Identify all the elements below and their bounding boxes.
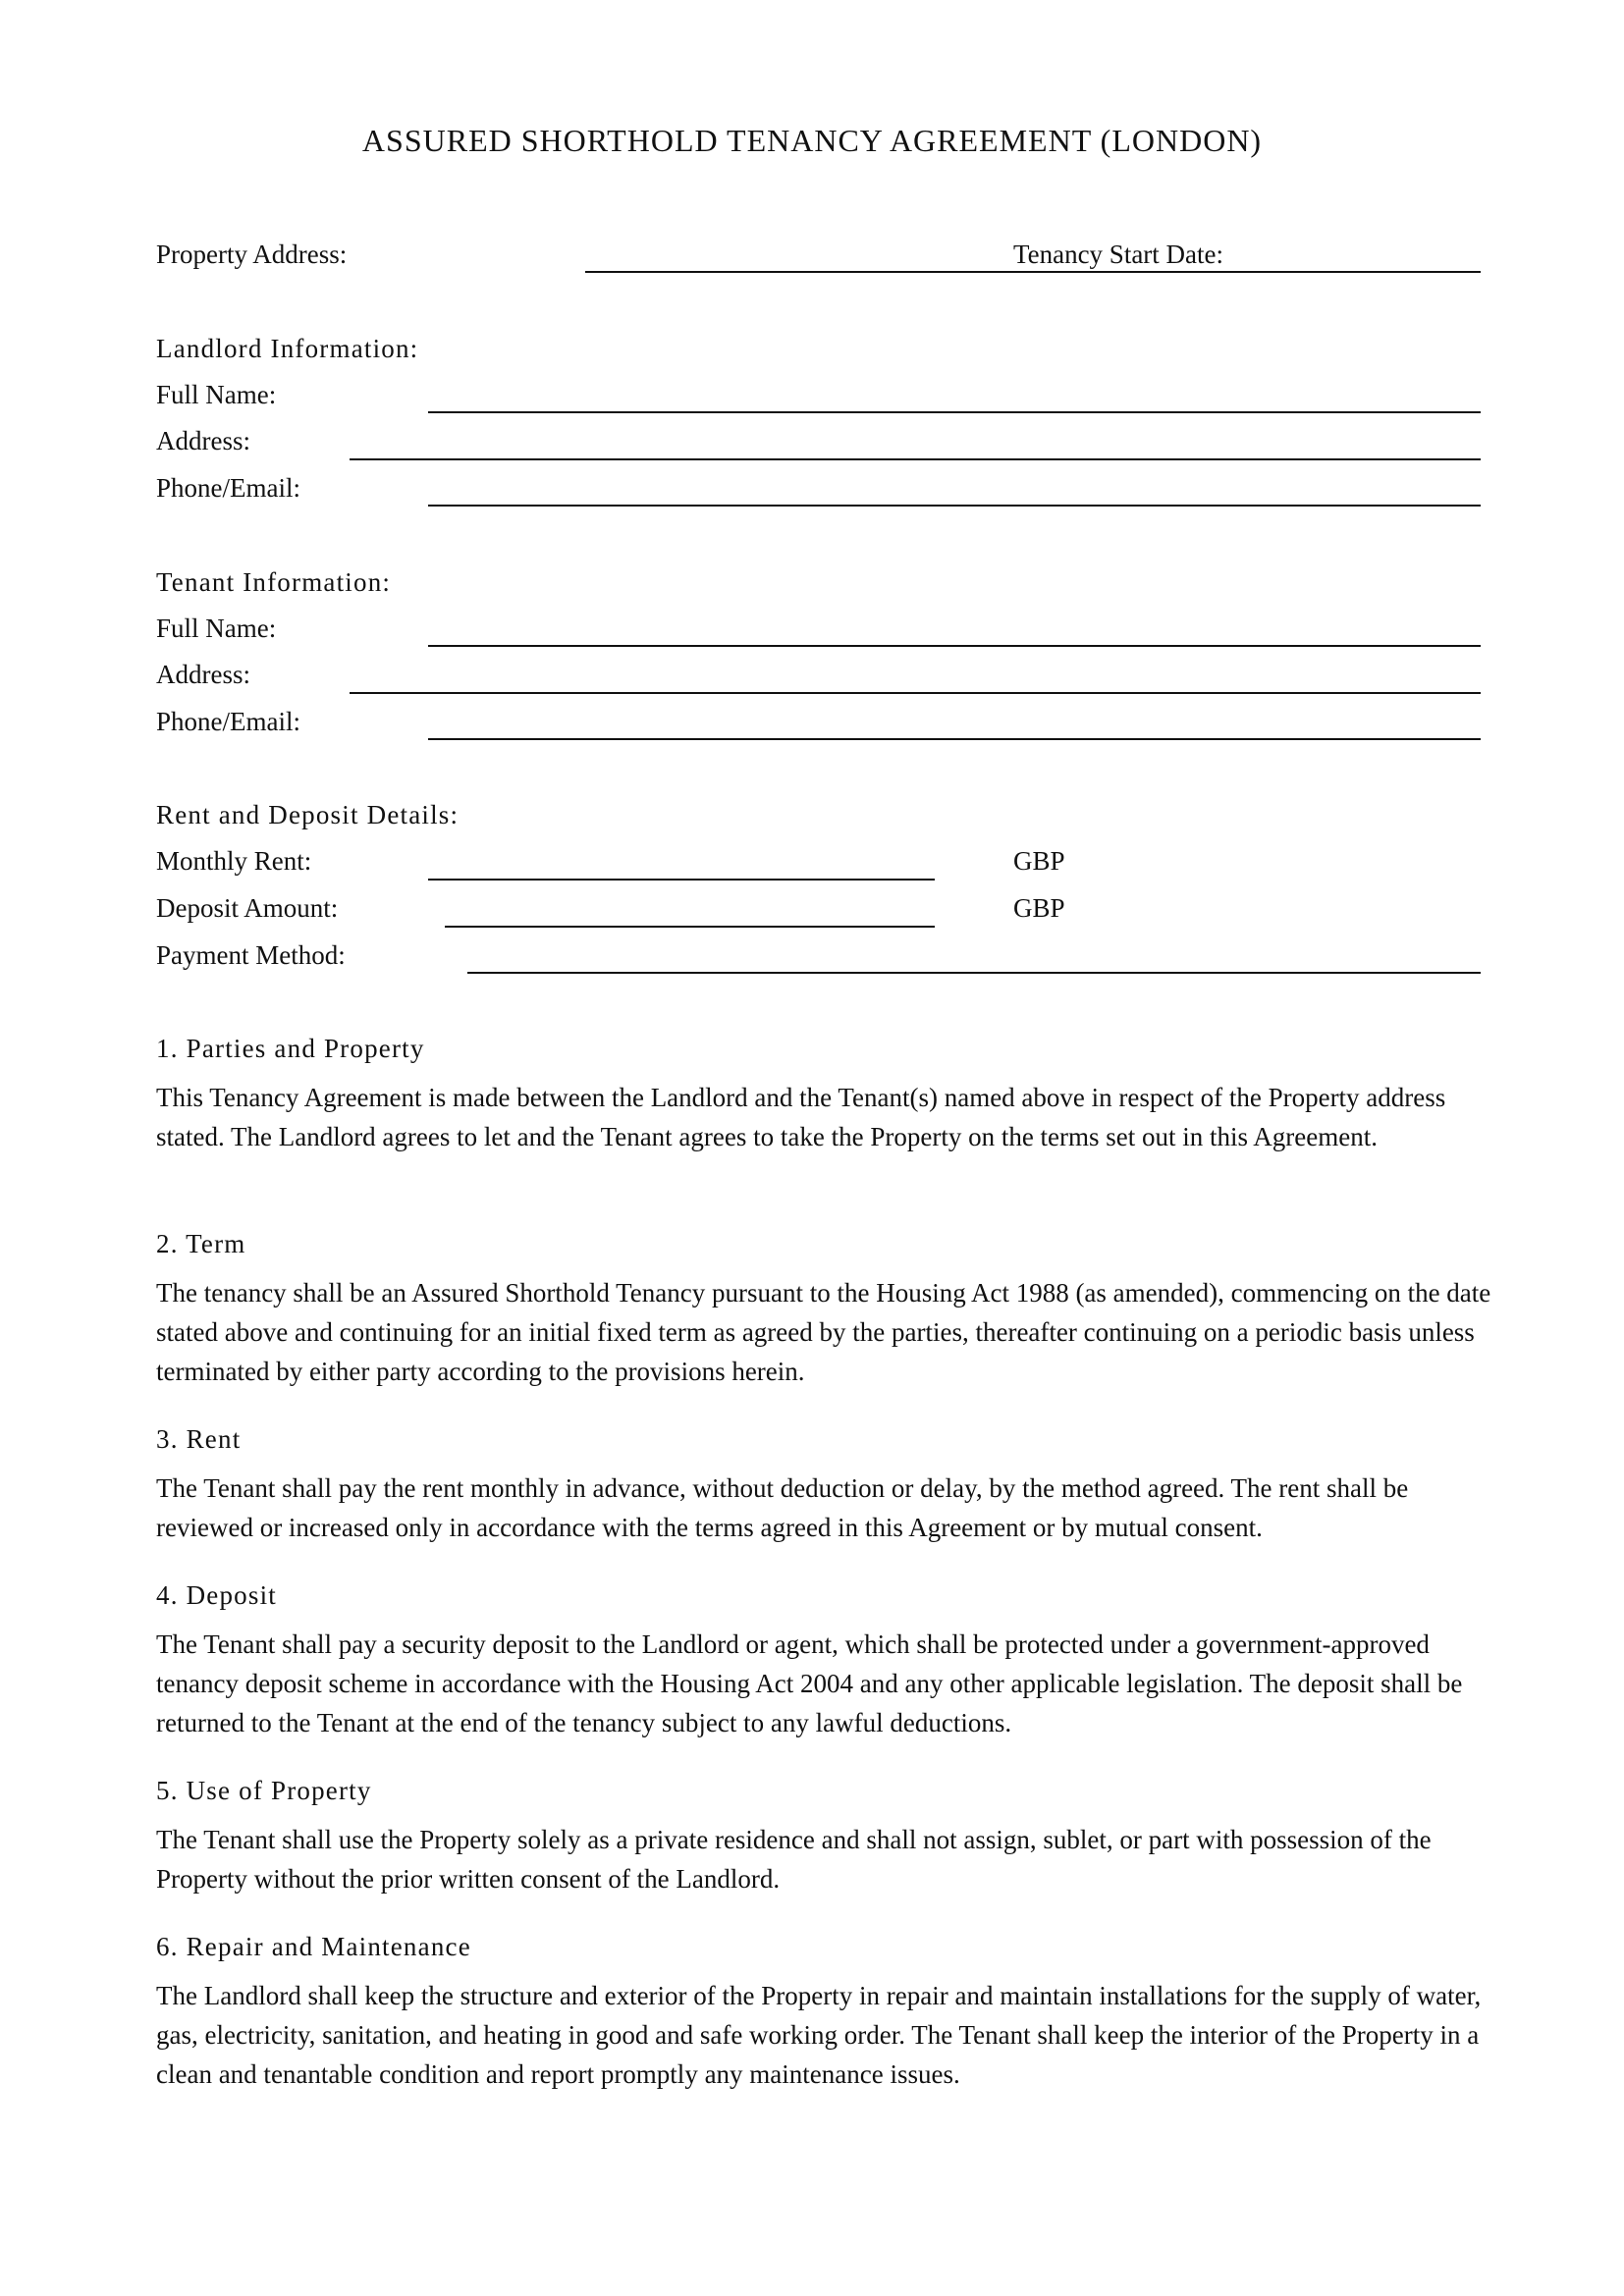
section-text: The tenancy shall be an Assured Shorthold Tenancy pursuant to the Housing Act 1988 (as amended), commencing on the date stated above and continuing for an initial fixed term as agreed by the parties, thereafter continuing on a periodic basis unless terminated by either party according to the provisions herein.	[156, 1278, 1491, 1386]
section-text: This Tenancy Agreement is made between the Landlord and the Tenant(s) named above in respect of the Property address stated. The Landlord agrees to let and the Tenant agrees to take the Property on the terms set out in this Agreement.	[156, 1083, 1446, 1151]
tenant-full-name-field[interactable]	[428, 645, 1481, 647]
deposit-amount-field[interactable]	[445, 926, 935, 928]
tenant-address-label: Address:	[156, 660, 250, 689]
section-heading: 5. Use of Property	[156, 1776, 372, 1805]
section-text: The Tenant shall pay a security deposit to the Landlord or agent, which shall be protected under a government-approved tenancy deposit scheme in accordance with the Housing Act 2004 and any other applicable legislation. The deposit shall be returned to the Tenant at the end of the tenancy subject to any lawful deductions.	[156, 1629, 1463, 1737]
document-title: ASSURED SHORTHOLD TENANCY AGREEMENT (LONDON)	[361, 123, 1263, 158]
landlord-full-name-field[interactable]	[428, 411, 1481, 413]
tenancy-start-date-label: Tenancy Start Date:	[1013, 240, 1224, 269]
payment-method-label: Payment Method:	[156, 940, 346, 970]
tenant-contact-label: Phone/Email:	[156, 707, 300, 736]
section-text: The Tenant shall use the Property solely as a private residence and shall not assign, sublet, or part with possession of the Property without the prior written consent of the Landlord.	[156, 1825, 1432, 1894]
property-address-field[interactable]	[585, 271, 1481, 273]
tenant-full-name-label: Full Name:	[156, 614, 277, 643]
deposit-amount-label: Deposit Amount:	[156, 893, 339, 923]
landlord-full-name-label: Full Name:	[156, 380, 277, 409]
section-heading: 4. Deposit	[156, 1580, 277, 1610]
rent-deposit-heading: Rent and Deposit Details:	[156, 800, 460, 829]
monthly-rent-field[interactable]	[428, 879, 935, 881]
landlord-contact-label: Phone/Email:	[156, 473, 300, 503]
monthly-rent-currency: GBP	[1013, 846, 1065, 876]
tenant-address-field[interactable]	[350, 692, 1481, 694]
monthly-rent-label: Monthly Rent:	[156, 846, 312, 876]
section-heading: 3. Rent	[156, 1424, 242, 1454]
section-heading: 6. Repair and Maintenance	[156, 1932, 471, 1961]
landlord-address-field[interactable]	[350, 458, 1481, 460]
section-text: The Tenant shall pay the rent monthly in advance, without deduction or delay, by the method agreed. The rent shall be reviewed or increased only in accordance with the terms agreed in this Agreement or by mutual consent.	[156, 1473, 1409, 1542]
landlord-address-label: Address:	[156, 426, 250, 455]
deposit-amount-currency: GBP	[1013, 893, 1065, 923]
property-address-label: Property Address:	[156, 240, 348, 269]
tenant-heading: Tenant Information:	[156, 567, 392, 597]
tenant-contact-field[interactable]	[428, 738, 1481, 740]
payment-method-field[interactable]	[467, 972, 1481, 974]
section-text: The Landlord shall keep the structure and exterior of the Property in repair and maintain installations for the supply of water, gas, electricity, sanitation, and heating in good and safe working order. The Tenant shall keep the interior of the Property in a clean and tenantable condition and report promptly any maintenance issues.	[156, 1981, 1482, 2089]
section-heading: 2. Term	[156, 1229, 246, 1258]
landlord-contact-field[interactable]	[428, 505, 1481, 507]
landlord-heading: Landlord Information:	[156, 334, 419, 363]
section-heading: 1. Parties and Property	[156, 1034, 425, 1063]
